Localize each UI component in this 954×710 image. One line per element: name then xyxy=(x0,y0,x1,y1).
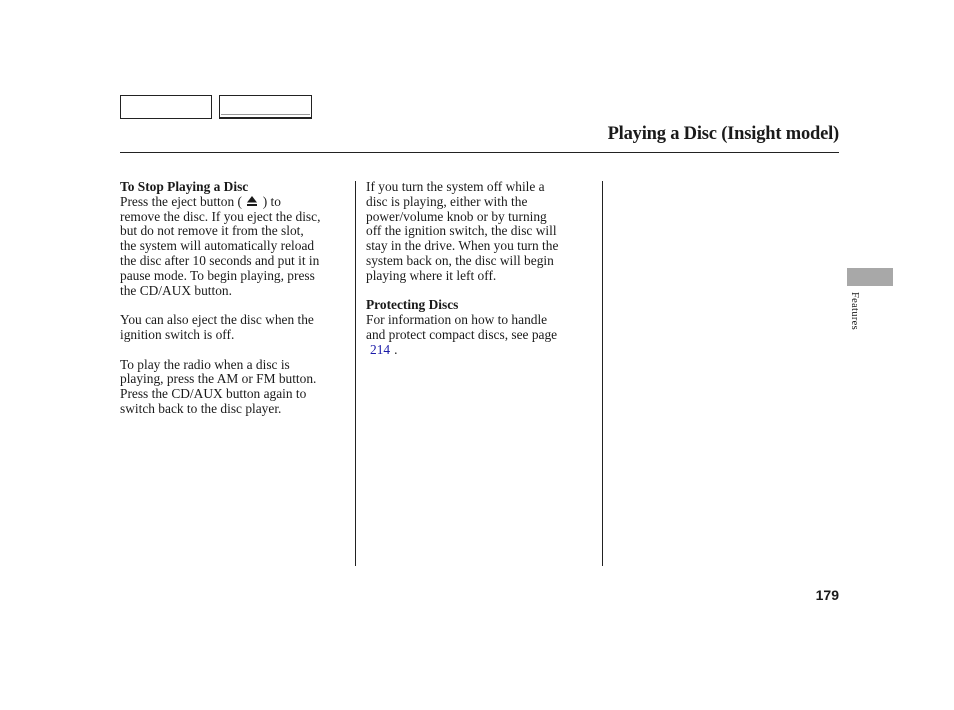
text-line: To play the radio when a disc is xyxy=(120,356,290,372)
protecting-discs-paragraph xyxy=(366,313,598,357)
text-line: but do not remove it from the slot, xyxy=(120,223,304,239)
index-button[interactable] xyxy=(219,95,312,119)
eject-line-first xyxy=(120,195,352,210)
features-section-tab[interactable] xyxy=(847,268,893,286)
column-divider-right xyxy=(602,181,603,566)
text-line: and protect compact discs, see page xyxy=(366,326,558,342)
text-line: off the ignition switch, the disc will xyxy=(366,223,557,239)
text-line: ignition switch is off. xyxy=(120,326,235,342)
left-column xyxy=(120,180,352,432)
middle-column xyxy=(366,180,598,372)
radio-switch-paragraph xyxy=(120,358,352,417)
title-divider xyxy=(120,152,839,153)
text-line: the system will automatically reload xyxy=(120,238,315,254)
page-title: Playing a Disc (Insight model) xyxy=(607,124,839,144)
stop-playing-heading: To Stop Playing a Disc xyxy=(120,179,249,194)
text-line: playing, press the AM or FM button. xyxy=(120,371,317,387)
protecting-discs-heading: Protecting Discs xyxy=(366,297,459,313)
text-line: the CD/AUX button. xyxy=(120,282,232,298)
system-off-paragraph xyxy=(366,180,598,284)
text-line: If you turn the system off while a xyxy=(366,179,545,194)
text-line: Press the CD/AUX button again to xyxy=(120,386,307,402)
ignition-eject-paragraph xyxy=(120,313,352,343)
text-line: remove the disc. If you eject the disc, xyxy=(120,208,321,224)
main-menu-button[interactable] xyxy=(120,95,212,119)
text-line: For information on how to handle xyxy=(366,312,548,328)
text-line: switch back to the disc player. xyxy=(120,400,282,416)
eject-icon xyxy=(246,195,258,207)
eject-text-before: Press the eject button ( xyxy=(120,193,242,209)
eject-text-after: ) to xyxy=(262,193,281,209)
text-line: power/volume knob or by turning xyxy=(366,208,547,224)
page-ref-suffix: . xyxy=(394,341,398,357)
text-line: playing where it left off. xyxy=(366,267,497,283)
text-line: the disc after 10 seconds and put it in xyxy=(120,252,320,268)
text-line: system back on, the disc will begin xyxy=(366,252,554,268)
text-line: stay in the drive. When you turn the xyxy=(366,238,559,254)
eject-paragraph xyxy=(120,195,352,299)
page-ref-line xyxy=(366,343,598,358)
features-section-label: Features xyxy=(849,292,860,330)
text-line: You can also eject the disc when the xyxy=(120,312,314,328)
text-line: pause mode. To begin playing, press xyxy=(120,267,315,283)
column-divider-left xyxy=(355,181,356,566)
text-line: disc is playing, either with the xyxy=(366,193,528,209)
page-214-link[interactable]: 214 xyxy=(370,341,391,357)
page-number: 179 xyxy=(815,587,839,603)
